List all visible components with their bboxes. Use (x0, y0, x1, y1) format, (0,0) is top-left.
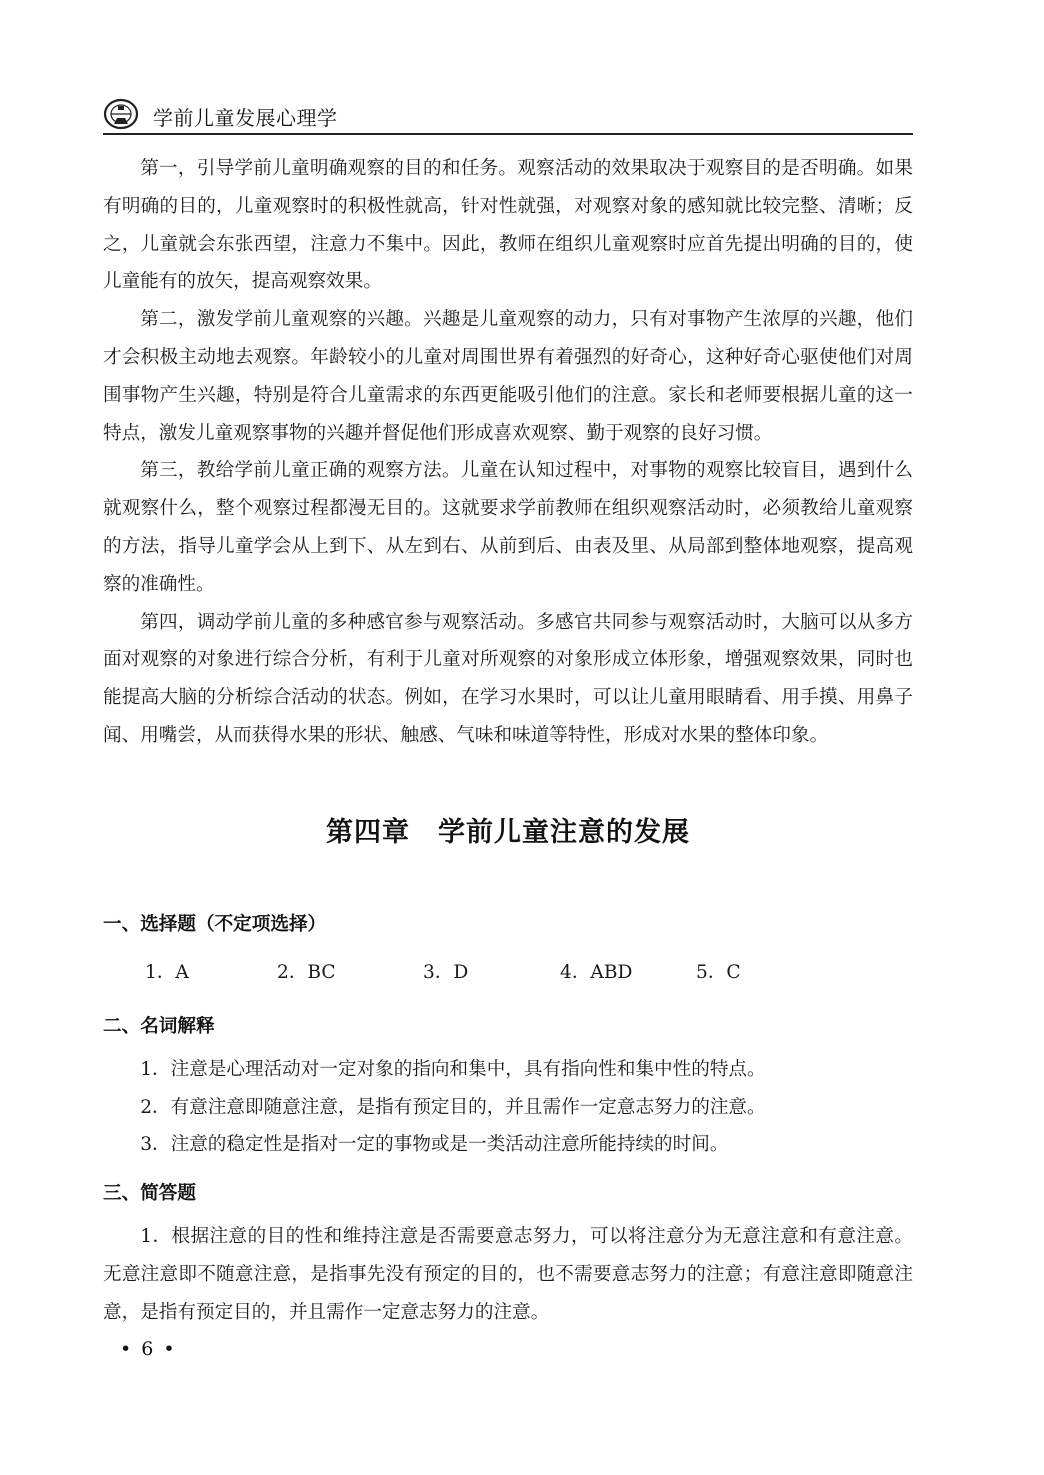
page-content (103, 150, 913, 1332)
running-header (103, 96, 913, 136)
answer-item: 3．D (423, 961, 469, 983)
page-number: • 6 • (120, 1338, 177, 1360)
chapter-title (103, 793, 913, 873)
chapter-name: 学前儿童注意的发展 (438, 816, 690, 848)
paragraph: 1．根据注意的目的性和维持注意是否需要意志努力，可以将注意分为无意注意和有意注意。无意注意即不随意注意，是指事先没有预定的目的，也不需要意志努力的注意；有意注意即随意注意，是指有预定目的，并且需作一定意志努力的注意。 (103, 1226, 913, 1323)
section-heading-terms: 二、名词解释 (103, 1015, 215, 1037)
publisher-logo-icon (103, 98, 139, 130)
paragraph: 第一，引导学前儿童明确观察的目的和任务。观察活动的效果取决于观察目的是否明确。如果有明确的目的，儿童观察时的积极性就高，针对性就强，对观察对象的感知就比较完整、清晰；反之，儿童就会东张西望，注意力不集中。因此，教师在组织儿童观察时应首先提出明确的目的，使儿童能有的放矢，提高观察效果。 (103, 158, 913, 293)
header-title: 学前儿童发展心理学 (153, 106, 338, 130)
answer-item: 1．A (145, 961, 189, 983)
term-item: 3．注意的稳定性是指对一定的事物或是一类活动注意所能持续的时间。 (140, 1134, 729, 1156)
paragraph: 第三，教给学前儿童正确的观察方法。儿童在认知过程中，对事物的观察比较盲目，遇到什么就观察什么，整个观察过程都漫无目的。这就要求学前教师在组织观察活动时，必须教给儿童观察的方法，指导儿童学会从上到下、从左到右、从前到后、由表及里、从局部到整体地观察，提高观察的准确性。 (103, 460, 913, 595)
answer-item: 5．C (696, 961, 741, 983)
answer-item: 2．BC (277, 961, 336, 983)
paragraph: 第二，激发学前儿童观察的兴趣。兴趣是儿童观察的动力，只有对事物产生浓厚的兴趣，他们才会积极主动地去观察。年龄较小的儿童对周围世界有着强烈的好奇心，这种好奇心驱使他们对周围事物产生兴趣，特别是符合儿童需求的东西更能吸引他们的注意。家长和老师要根据儿童的这一特点，激发儿童观察事物的兴趣并督促他们形成喜欢观察、勤于观察的良好习惯。 (103, 309, 913, 444)
section-heading-short-answer: 三、简答题 (103, 1183, 196, 1205)
chapter-number: 第四章 (326, 816, 410, 848)
answer-list (103, 949, 913, 997)
term-item: 2．有意注意即随意注意，是指有预定目的，并且需作一定意志努力的注意。 (140, 1096, 766, 1118)
section-heading-choice: 一、选择题（不定项选择） (103, 913, 327, 935)
paragraph: 第四，调动学前儿童的多种感官参与观察活动。多感官共同参与观察活动时，大脑可以从多方面对观察的对象进行综合分析，有利于儿童对所观察的对象形成立体形象，增强观察效果，同时也能提高大脑的分析综合活动的状态。例如，在学习水果时，可以让儿童用眼睛看、用手摸、用鼻子闻、用嘴尝，从而获得水果的形状、触感、气味和味道等特性，形成对水果的整体印象。 (103, 611, 913, 746)
header-rule (103, 133, 913, 135)
answer-item: 4．ABD (560, 961, 633, 983)
term-item: 1．注意是心理活动对一定对象的指向和集中，具有指向性和集中性的特点。 (140, 1058, 766, 1080)
